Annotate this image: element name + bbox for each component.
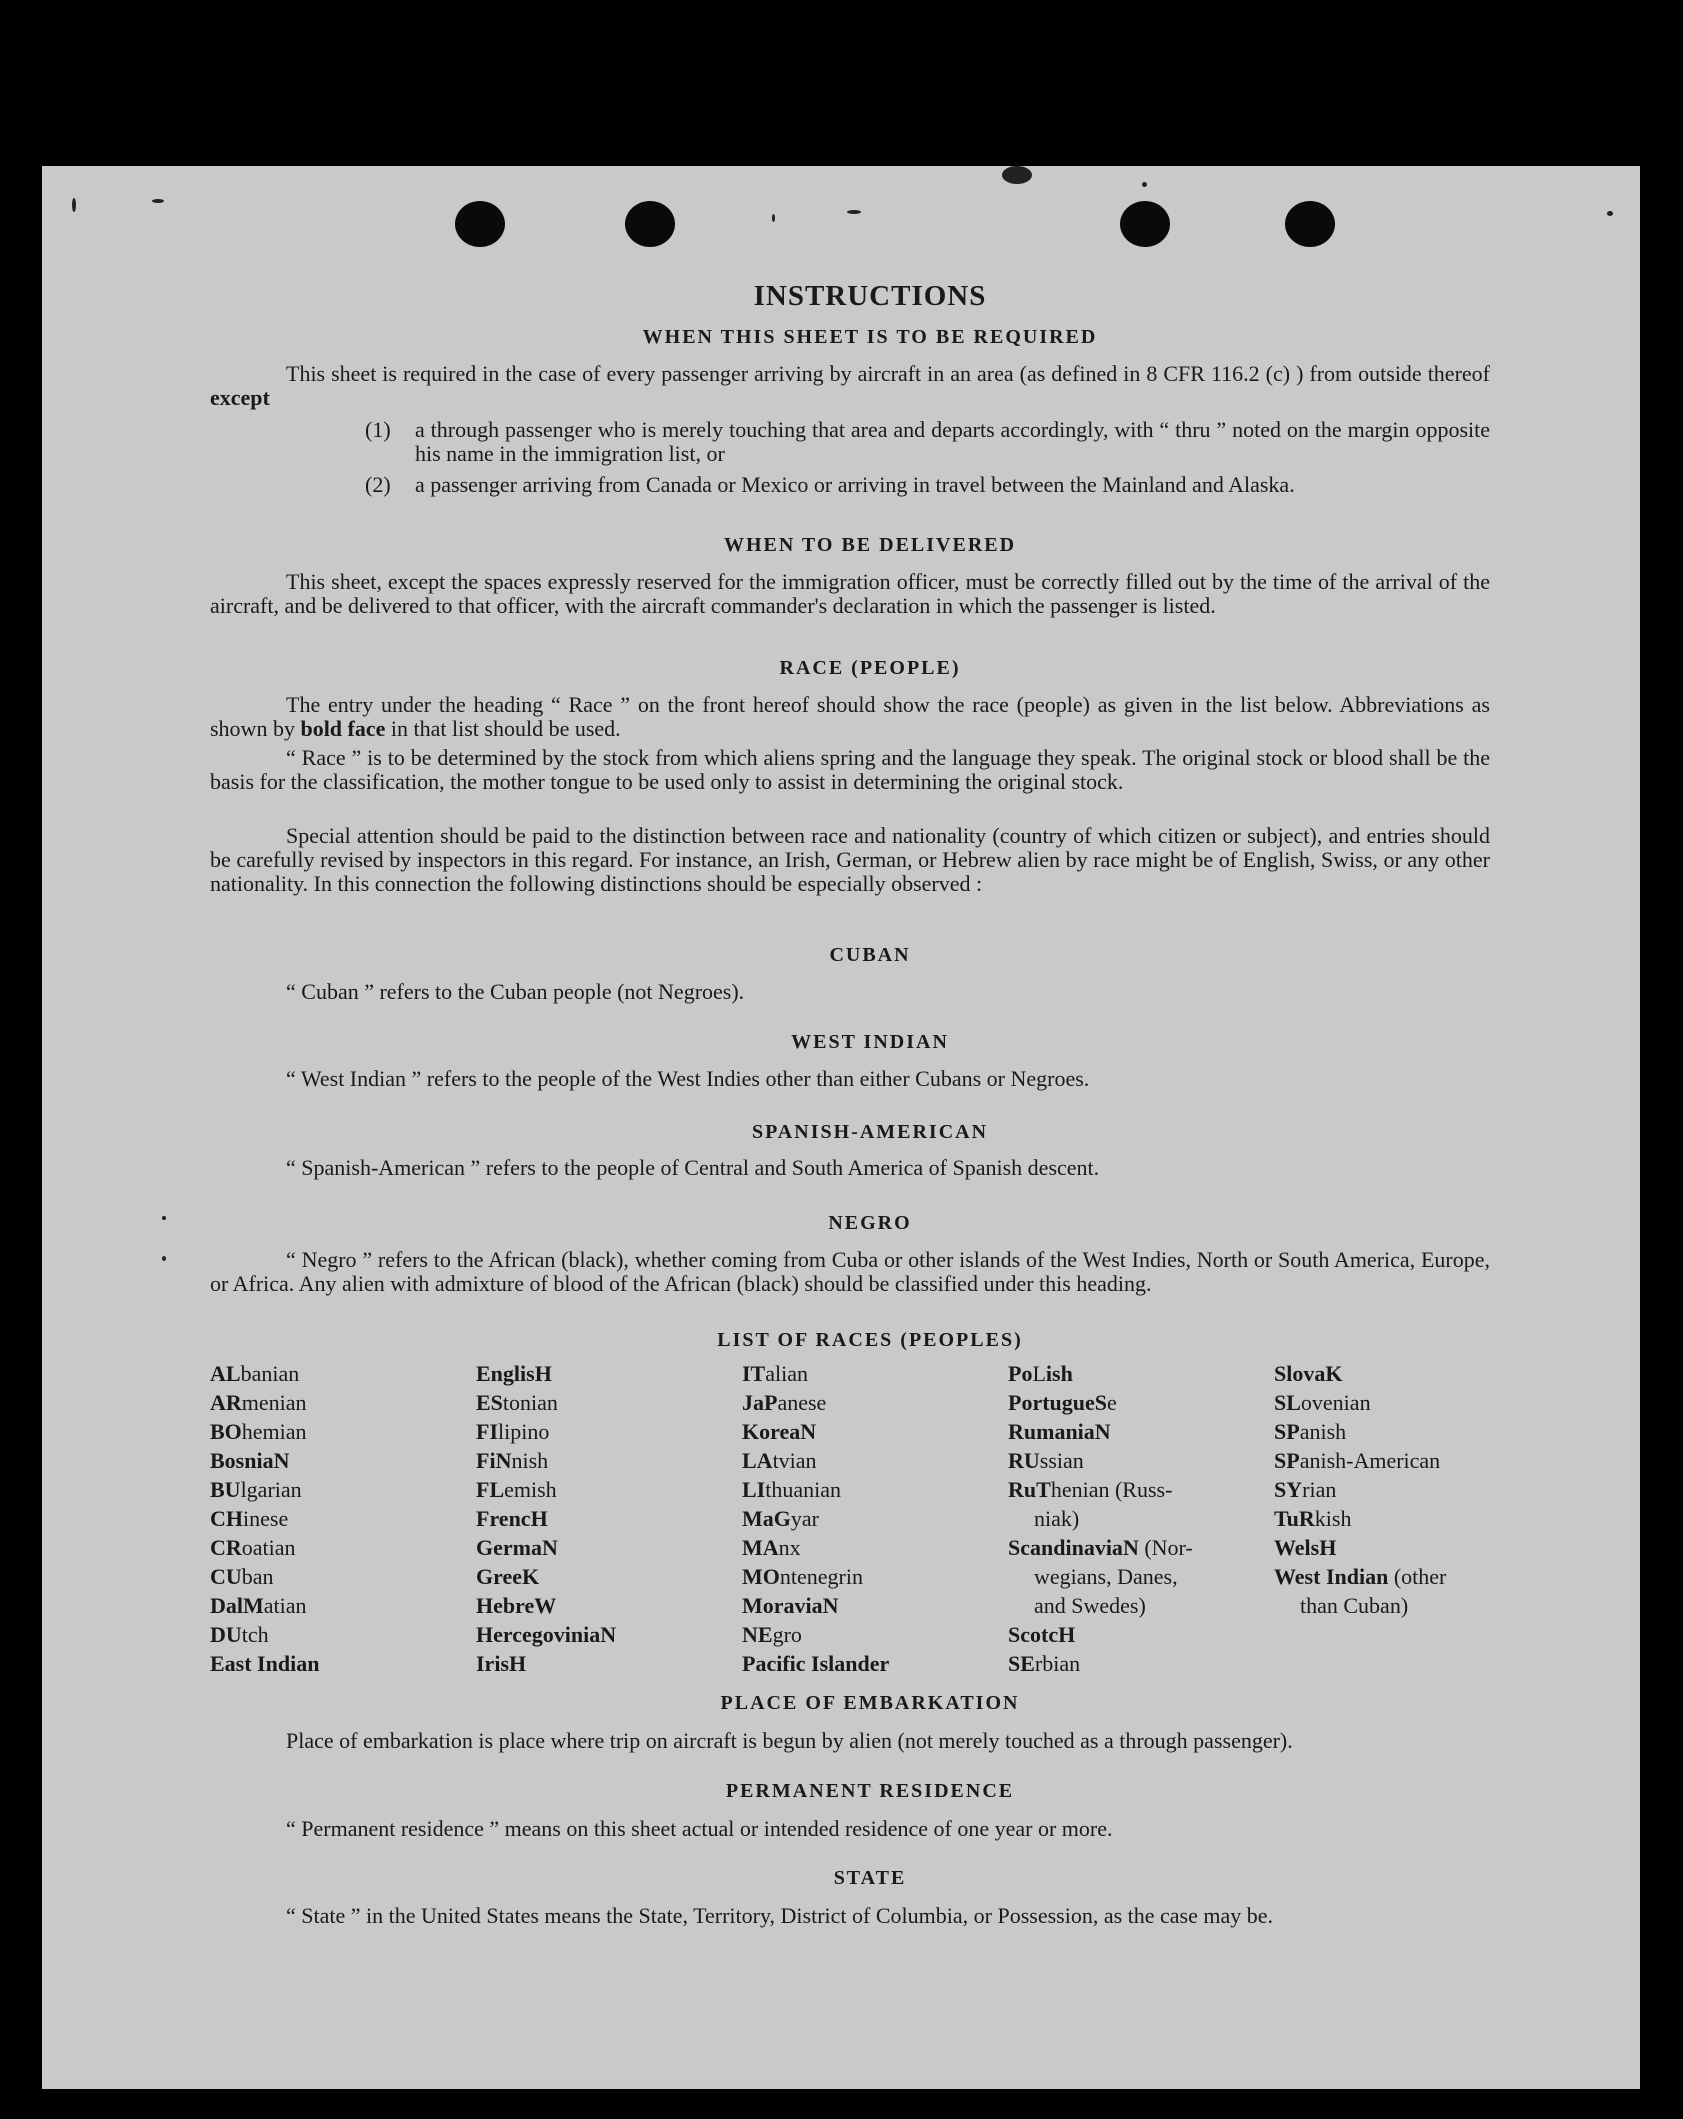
- race-name-rest: alian: [765, 1361, 809, 1386]
- race-abbreviation: Englis: [476, 1361, 535, 1386]
- race-entry: [476, 1475, 616, 1504]
- race-entry: [742, 1533, 889, 1562]
- race-abbreviation: SY: [1274, 1477, 1303, 1502]
- race-entry: [742, 1591, 889, 1620]
- race-abbreviation: CR: [210, 1535, 242, 1560]
- race-name-rest: ntenegrin: [779, 1564, 863, 1589]
- scan-speck: [152, 199, 164, 203]
- scan-speck: [1607, 211, 1613, 216]
- race-name-rest: menian: [241, 1390, 307, 1415]
- race-entry: [1008, 1649, 1238, 1678]
- race-abbreviation: MA: [742, 1535, 779, 1560]
- race-abbreviation: East Indian: [210, 1651, 320, 1676]
- race-name-rest: gro: [772, 1622, 802, 1647]
- race-abbreviation: Wels: [1274, 1535, 1320, 1560]
- race-abbreviation: Portugue: [1008, 1390, 1095, 1415]
- race-abbreviation: BO: [210, 1419, 242, 1444]
- negro-text: “ Negro ” refers to the African (black), whether coming from Cuba or other islands of the West Indies, North or South America, Europe, or Africa. Any alien with admixture of blood of the African (black) should be classified under this heading.: [210, 1247, 1490, 1296]
- race-abbreviation: SP: [1274, 1448, 1300, 1473]
- race-abbreviation: N: [1094, 1419, 1111, 1444]
- race-name-rest: tch: [241, 1622, 269, 1647]
- race-abbreviation: N: [600, 1622, 617, 1647]
- race-entry: [742, 1475, 889, 1504]
- scan-speck: [162, 1256, 166, 1261]
- race-abbreviation: Po: [1008, 1361, 1033, 1386]
- race-abbreviation: N: [822, 1593, 839, 1618]
- punch-hole-4: [1285, 201, 1335, 247]
- section-heading-negro: NEGRO: [828, 1212, 912, 1234]
- permanent-residence-text: “ Permanent residence ” means on this sheet actual or intended residence of one year or more.: [286, 1816, 1113, 1841]
- race-abbreviation: CU: [210, 1564, 242, 1589]
- race-entry: [742, 1620, 889, 1649]
- race-abbreviation: ish: [1045, 1361, 1073, 1386]
- race-entry: [476, 1562, 616, 1591]
- race-abbreviation: M: [243, 1593, 264, 1618]
- race-abbreviation: Bosnia: [210, 1448, 274, 1473]
- race-entry: [1008, 1533, 1238, 1562]
- race-entry: [210, 1591, 319, 1620]
- race-abbreviation: BU: [210, 1477, 241, 1502]
- race-name-rest: atian: [263, 1593, 307, 1618]
- scan-speck: [1002, 166, 1032, 184]
- race-entry: [742, 1446, 889, 1475]
- race-name-rest: anish: [1299, 1419, 1347, 1444]
- race-abbreviation: SE: [1008, 1651, 1035, 1676]
- race-entry: [476, 1649, 616, 1678]
- when-delivered-text: This sheet, except the spaces expressly reserved for the immigration officer, must be correctly filled out by the time of the arrival of the aircraft, and be delivered to that officer, with the aircraft commander's declaration in which the passenger is listed.: [210, 569, 1490, 618]
- race-entry: [1274, 1533, 1504, 1562]
- race-name-rest: hemian: [241, 1419, 307, 1444]
- race-abbreviation: Slova: [1274, 1361, 1326, 1386]
- race-abbreviation: Hercegovinia: [476, 1622, 601, 1647]
- race-entry: [210, 1620, 319, 1649]
- race-abbreviation: T: [1036, 1477, 1051, 1502]
- race-name-rest: niak): [1034, 1506, 1080, 1531]
- race-entry-continuation: [1274, 1591, 1504, 1620]
- race-entry: [1008, 1359, 1238, 1388]
- race-entry: [210, 1417, 319, 1446]
- punch-hole-1: [455, 201, 505, 247]
- race-abbreviation: MO: [742, 1564, 780, 1589]
- race-abbreviation: H: [509, 1651, 527, 1676]
- race-abbreviation: LI: [742, 1477, 766, 1502]
- section-heading-cuban: CUBAN: [829, 944, 911, 966]
- race-name-rest: nx: [778, 1535, 801, 1560]
- race-paragraph-2: “ Race ” is to be determined by the stock from which aliens spring and the language they speak. The original stock or blood shall be the basis for the classification, the mother tongue to be used only to assist in determining the original stock.: [210, 745, 1490, 794]
- when-required-intro: This sheet is required in the case of every passenger arriving by aircraft in an area (as defined in 8 CFR 116.2 (c) ) from outside thereof except: [210, 361, 1490, 410]
- races-column-1: [210, 1359, 319, 1678]
- scan-speck: [847, 210, 861, 214]
- race-entry: [742, 1417, 889, 1446]
- race-entry: [742, 1562, 889, 1591]
- race-entry: [1008, 1446, 1238, 1475]
- race-name-rest: (Nor-: [1138, 1535, 1193, 1560]
- race-entry: [476, 1417, 616, 1446]
- race-entry: [476, 1446, 616, 1475]
- race-name-rest: thuanian: [765, 1477, 842, 1502]
- race-abbreviation: N: [1122, 1535, 1139, 1560]
- state-text: “ State ” in the United States means the State, Territory, District of Columbia, or Possession, as the case may be.: [286, 1903, 1274, 1928]
- race-name-rest: rbian: [1034, 1651, 1081, 1676]
- race-entry: [476, 1504, 616, 1533]
- race-abbreviation: NE: [742, 1622, 773, 1647]
- race-entry: [1008, 1417, 1238, 1446]
- race-name-rest: ssian: [1039, 1448, 1084, 1473]
- race-entry: [742, 1388, 889, 1417]
- race-name-rest: (other: [1388, 1564, 1447, 1589]
- race-entry: [1274, 1388, 1504, 1417]
- race-name-rest: ovenian: [1300, 1390, 1371, 1415]
- race-abbreviation: N: [541, 1535, 558, 1560]
- race-name-rest: yar: [790, 1506, 819, 1531]
- race-name-rest: lgarian: [240, 1477, 302, 1502]
- race-name-rest: inese: [243, 1506, 289, 1531]
- races-column-2: [476, 1359, 616, 1678]
- race-abbreviation: FI: [476, 1419, 498, 1444]
- race-entry: [210, 1475, 319, 1504]
- race-name-rest: ban: [241, 1564, 274, 1589]
- race-abbreviation: Ja: [742, 1390, 764, 1415]
- section-heading-spanish-american: SPANISH-AMERICAN: [751, 1121, 989, 1143]
- race-abbreviation: ES: [476, 1390, 503, 1415]
- race-abbreviation: RU: [1008, 1448, 1040, 1473]
- race-paragraph-3: Special attention should be paid to the distinction between race and nationality (country of which citizen or subject), and entries should be carefully revised by inspectors in this regard. For instance, an Irish, German, or Hebrew alien by race might be of English, Swiss, or any other nationality. In this connection the following distinctions should be especially observed :: [210, 823, 1490, 896]
- race-name-rest: rian: [1302, 1477, 1337, 1502]
- race-entry: [476, 1388, 616, 1417]
- race-abbreviation: AL: [210, 1361, 241, 1386]
- race-abbreviation: N: [495, 1448, 512, 1473]
- race-abbreviation: LA: [742, 1448, 773, 1473]
- race-name-rest: nish: [511, 1448, 549, 1473]
- race-abbreviation: H: [1058, 1622, 1076, 1647]
- race-abbreviation: Gree: [476, 1564, 523, 1589]
- race-abbreviation: S: [1094, 1390, 1108, 1415]
- race-abbreviation: FL: [476, 1477, 505, 1502]
- section-heading-embarkation: PLACE OF EMBARKATION: [720, 1692, 1020, 1714]
- race-name-rest: oatian: [241, 1535, 296, 1560]
- race-entry-continuation: [1008, 1591, 1238, 1620]
- west-indian-text: “ West Indian ” refers to the people of the West Indies other than either Cubans or Negroes.: [286, 1066, 1090, 1091]
- race-abbreviation: K: [1325, 1361, 1343, 1386]
- race-entry: [1274, 1475, 1504, 1504]
- race-entry: [1274, 1562, 1504, 1591]
- scan-speck: [1142, 182, 1147, 187]
- race-entry: [210, 1388, 319, 1417]
- race-entry: [1274, 1359, 1504, 1388]
- race-abbreviation: Frenc: [476, 1506, 531, 1531]
- section-heading-when-required: WHEN THIS SHEET IS TO BE REQUIRED: [642, 326, 1098, 348]
- race-abbreviation: Ru: [1008, 1477, 1037, 1502]
- race-abbreviation: AR: [210, 1390, 242, 1415]
- race-entry: [476, 1359, 616, 1388]
- race-abbreviation: G: [773, 1506, 791, 1531]
- section-heading-list-of-races: LIST OF RACES (PEOPLES): [717, 1329, 1023, 1351]
- race-abbreviation: N: [273, 1448, 290, 1473]
- race-abbreviation: Scotc: [1008, 1622, 1059, 1647]
- page-title: INSTRUCTIONS: [753, 280, 987, 312]
- section-heading-permanent-residence: PERMANENT RESIDENCE: [725, 1780, 1015, 1802]
- race-entry: [476, 1620, 616, 1649]
- race-abbreviation: SL: [1274, 1390, 1301, 1415]
- race-abbreviation: SP: [1274, 1419, 1300, 1444]
- race-entry: [1274, 1446, 1504, 1475]
- race-entry: [210, 1446, 319, 1475]
- race-entry: [210, 1562, 319, 1591]
- race-name-rest: anese: [777, 1390, 827, 1415]
- race-name-rest: and Swedes): [1034, 1593, 1146, 1618]
- race-abbreviation: H: [1319, 1535, 1337, 1560]
- race-entry: [210, 1649, 319, 1678]
- race-name-rest: e: [1107, 1390, 1117, 1415]
- race-abbreviation: Dal: [210, 1593, 243, 1618]
- punch-hole-3: [1120, 201, 1170, 247]
- race-abbreviation: R: [1298, 1506, 1315, 1531]
- race-entry-continuation: [1008, 1504, 1238, 1533]
- race-entry: [210, 1504, 319, 1533]
- race-entry: [1008, 1388, 1238, 1417]
- race-abbreviation: Germa: [476, 1535, 542, 1560]
- race-abbreviation: K: [522, 1564, 540, 1589]
- race-abbreviation: W: [534, 1593, 557, 1618]
- race-name-rest: than Cuban): [1300, 1593, 1409, 1618]
- section-heading-state: STATE: [833, 1867, 907, 1889]
- race-name-rest: anish-American: [1299, 1448, 1441, 1473]
- races-column-5: [1274, 1359, 1504, 1620]
- race-abbreviation: DU: [210, 1622, 242, 1647]
- race-abbreviation: Scandinavia: [1008, 1535, 1123, 1560]
- punch-hole-2: [625, 201, 675, 247]
- race-entry: [1274, 1417, 1504, 1446]
- race-abbreviation: Hebre: [476, 1593, 535, 1618]
- race-entry: [210, 1359, 319, 1388]
- scan-speck: [72, 198, 76, 212]
- race-entry: [742, 1359, 889, 1388]
- race-abbreviation: Iris: [476, 1651, 509, 1676]
- race-name-rest: banian: [240, 1361, 300, 1386]
- race-paragraph-1: The entry under the heading “ Race ” on the front hereof should show the race (people) as given in the list below. Abbreviations as shown by bold face in that list should be used.: [210, 692, 1490, 741]
- race-abbreviation: Ma: [742, 1506, 774, 1531]
- race-abbreviation: Korea: [742, 1419, 801, 1444]
- race-abbreviation: P: [764, 1390, 778, 1415]
- race-abbreviation: Pacific Islander: [742, 1651, 890, 1676]
- race-abbreviation: CH: [210, 1506, 243, 1531]
- race-abbreviation: Rumania: [1008, 1419, 1095, 1444]
- races-column-3: [742, 1359, 889, 1678]
- scan-speck: [162, 1216, 166, 1220]
- race-abbreviation: Fi: [476, 1448, 496, 1473]
- races-column-4: [1008, 1359, 1238, 1678]
- race-abbreviation: Moravia: [742, 1593, 823, 1618]
- spanish-american-text: “ Spanish-American ” refers to the people of Central and South America of Spanish descent.: [286, 1155, 1100, 1180]
- race-entry: [210, 1533, 319, 1562]
- section-heading-race: RACE (PEOPLE): [779, 657, 961, 679]
- exception-item-2: (2) a passenger arriving from Canada or Mexico or arriving in travel between the Mainland and Alaska.: [365, 472, 1295, 497]
- race-abbreviation: H: [530, 1506, 548, 1531]
- embarkation-text: Place of embarkation is place where trip on aircraft is begun by alien (not merely touched as a through passenger).: [286, 1728, 1293, 1753]
- race-entry: [742, 1504, 889, 1533]
- race-entry: [476, 1533, 616, 1562]
- race-name-rest: tvian: [772, 1448, 817, 1473]
- race-abbreviation: N: [800, 1419, 817, 1444]
- scan-speck: [772, 214, 775, 222]
- section-heading-when-delivered: WHEN TO BE DELIVERED: [723, 534, 1017, 556]
- race-name-rest: wegians, Danes,: [1034, 1564, 1178, 1589]
- race-name-rest: tonian: [502, 1390, 558, 1415]
- race-entry: [476, 1591, 616, 1620]
- exception-item-1: (1) a through passenger who is merely touching that area and departs accordingly, with “ thru ” noted on the margin opposite his name in the immigration list, or: [365, 417, 1490, 466]
- race-name-rest: lipino: [498, 1419, 550, 1444]
- race-entry: [1008, 1620, 1238, 1649]
- race-name-rest: kish: [1314, 1506, 1352, 1531]
- race-entry: [1008, 1475, 1238, 1504]
- race-entry: [1274, 1504, 1504, 1533]
- race-name-rest: L: [1032, 1361, 1046, 1386]
- race-name-rest: emish: [504, 1477, 557, 1502]
- document-page: [42, 166, 1640, 2089]
- race-entry-continuation: [1008, 1562, 1238, 1591]
- section-heading-west-indian: WEST INDIAN: [791, 1031, 949, 1053]
- race-entry: [742, 1649, 889, 1678]
- cuban-text: “ Cuban ” refers to the Cuban people (not Negroes).: [286, 979, 745, 1004]
- race-abbreviation: Tu: [1274, 1506, 1299, 1531]
- race-abbreviation: H: [534, 1361, 552, 1386]
- race-abbreviation: IT: [742, 1361, 766, 1386]
- race-name-rest: henian (Russ-: [1050, 1477, 1173, 1502]
- race-abbreviation: West Indian: [1274, 1564, 1389, 1589]
